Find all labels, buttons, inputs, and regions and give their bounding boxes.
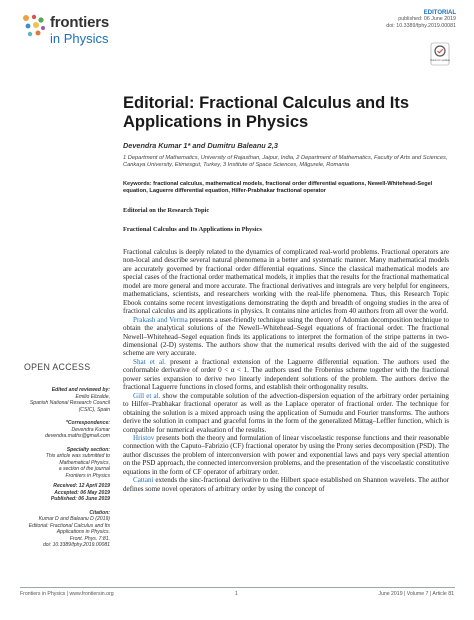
- page-number: 1: [235, 591, 238, 597]
- specialty-section-info: This article was submitted to Mathematical Physics, a section of the journal Frontiers in Physics: [45, 453, 110, 479]
- research-topic-title[interactable]: Fractional Calculus and Its Applications in Physics: [123, 226, 262, 233]
- citation-link[interactable]: Shat et al.: [133, 357, 166, 366]
- footer-journal-link[interactable]: Frontiers in Physics | www.frontiersin.org: [20, 591, 114, 597]
- received-date: Received: 12 April 2019: [53, 483, 110, 489]
- article-body: [123, 248, 449, 493]
- author-list: Devendra Kumar 1* and Dumitru Baleanu 2,3: [123, 141, 278, 150]
- published-date-sidebar: Published: 06 June 2019: [50, 496, 110, 502]
- citation-link[interactable]: Hristov: [133, 433, 155, 442]
- published-date: published: 06 June 2019: [398, 16, 456, 23]
- journal-logo: [20, 10, 150, 50]
- affiliations: 1 Department of Mathematics, University of Rajasthan, Jaipur, India, 2 Department of Mathematics, Faculty of Arts and Sciences, Cankaya University, Etimesgut, Turkey, 3 Institute of Space Sciences, Măgurele, Romania: [123, 155, 448, 168]
- article-type: EDITORIAL: [423, 10, 456, 16]
- doi-link[interactable]: doi: 10.3389/fphy.2019.00081: [386, 22, 456, 29]
- article-meta: [386, 10, 456, 29]
- citation-link[interactable]: Prakash and Verma: [133, 315, 188, 324]
- check-updates-icon: [430, 42, 450, 66]
- article-title: Editorial: Fractional Calculus and Its Applications in Physics: [123, 94, 410, 131]
- check-for-updates-badge[interactable]: [430, 42, 450, 66]
- edited-by-label: Edited and reviewed by:: [51, 387, 110, 393]
- footer-divider: [20, 587, 455, 588]
- keywords-text: fractional calculus, mathematical models, fractional order differential equations, Newell-Whitehead-Segel equation, Laguerre differential equation, Hilfer-Prabhakar fractional operator: [123, 181, 433, 195]
- logo-word-journal: in Physics: [50, 31, 109, 46]
- accepted-date: Accepted: 06 May 2019: [54, 489, 110, 496]
- correspondence-email[interactable]: devendra.maths@gmail.com: [45, 433, 110, 439]
- citation-doi[interactable]: doi: 10.3389/fphy.2019.00081: [42, 542, 110, 548]
- logo-word-frontiers: frontiers: [50, 14, 110, 31]
- paragraph-intro: Fractional calculus is deeply related to the dynamics of complicated real-world problems. Fractional operators are non-local and describe several natural phenomena in a better and systematic manner. Many mathematical models are accurately governed by fractional order differential equations. Since the classical mathematical models are special cases of the fractional order mathematical models, it implies that the results for the fractional mathematical model are more general and more accurate. The fractional derivatives and integrals are very helpful for engineers, mathematicians, scientists, and researchers working with the real-life phenomena. Thus, this Research Topic Ebook contains some recent investigations demonstrating the depth and breadth of ongoing studies in the area of fractional calculus and its applications in physics. It contains nine articles from 40 authors from all over the world.: [123, 248, 449, 316]
- citation-link[interactable]: Gill et al.: [133, 391, 161, 400]
- citation-link[interactable]: Cattani: [133, 476, 154, 485]
- correspondence-info: Devendra Kumar devendra.maths@gmail.com: [24, 427, 110, 440]
- paragraph-shat: Shat et al. present a fractional extension of the Laguerre differential equation. The authors used the conformable derivative of order 0 < α < 1. The authors used the Frobenius scheme together with the fractional power series expansion to derive two linearly independent solutions of the problem. The authors derive the fractional Laguerre functions in closed forms, and establish their orthogonality results.: [123, 357, 450, 392]
- citation-info: Kumar D and Baleanu D (2019) Editorial: Fractional Calculus and Its Applications in Physics. Front. Phys. 7:81. doi: 10.3389/fphy.2019.00081: [24, 516, 110, 549]
- correspondence-label: *Correspondence:: [65, 420, 110, 426]
- paragraph-prakash: Prakash and Verma presents a user-friendly technique using the theory of Adomian decomposition technique to obtain the analytical solutions of the Newell–Whitehead–Segel equations of fractional order. The fractional Newell–Whitehead–Segel equation finds its applications to interpret the formation of the stripe patterns in two-dimensional (2-D) systems. The authors show that the numerical results derived with the aid of the suggested scheme are very accurate.: [123, 315, 449, 358]
- paragraph-hristov: Hristov presents both the theory and formulation of linear viscoelastic response functions and their reasonable connection with the Caputo–Fabrizio (CF) fractional operator by using the Prony series decomposition (PSD). The author discusses the problem of interconversion with power and exponential laws and pays very special attention on the PSD approach, the connected interconversion problems, and the presentation of the viscoelastic constitutive equations in the form of CF operator of arbitrary order.: [123, 433, 449, 476]
- svg-text:Check for updates: Check for updates: [430, 59, 450, 62]
- open-access-label: OPEN ACCESS: [24, 362, 91, 372]
- editorial-on-heading: Editorial on the Research Topic: [123, 207, 210, 214]
- citation-label: Citation:: [89, 509, 110, 516]
- frontiers-logo-icon: [20, 12, 48, 40]
- keywords-label: Keywords:: [123, 181, 152, 187]
- keywords: [123, 181, 448, 195]
- editor-name: Emilio Elizalde, Spanish National Research Council (CSIC), Spain: [29, 393, 110, 413]
- specialty-section-label: Specialty section:: [66, 446, 110, 453]
- footer-issue-info: June 2019 | Volume 7 | Article 81: [378, 591, 454, 597]
- paragraph-cattani: Cattani extends the sinc-fractional derivative to the Hilbert space established on Shannon wavelets. The author defines some novel operators of arbitrary order by using the concept of: [123, 476, 449, 493]
- article-info-sidebar: [24, 380, 110, 549]
- paragraph-gill: Gill et al. show the computable solution of the advection-dispersion equation of the arbitrary order pertaining to Hilfer–Prabhakar fractional operator as well as the Laplace operator of fractional order. The technique for obtaining the solution is a mixed approach using the application of Sumudu and Fourier transforms. The authors derive the solution in compact and graceful forms in the form of the generalized Mittag–Leffler function, which is compatible for numerical evaluation of the results.: [123, 391, 449, 434]
